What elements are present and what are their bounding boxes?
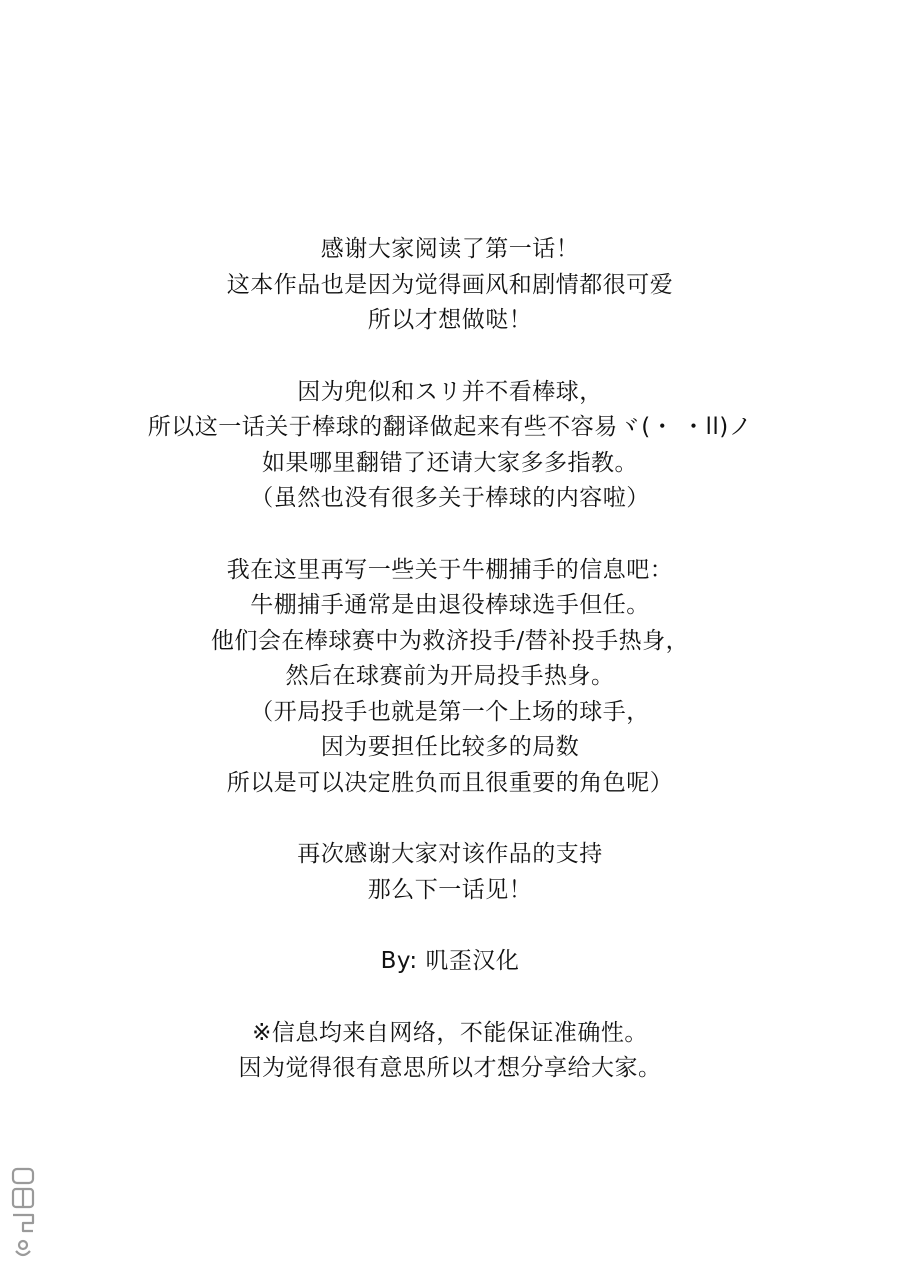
thanks-block — [0, 232, 900, 339]
text-line: 那么下一话见！ — [367, 876, 533, 903]
text-line: 因为兜似和スリ并不看棒球， — [297, 378, 603, 405]
text-line: 他们会在棒球赛中为救济投手/替补投手热身， — [210, 627, 690, 654]
text-line: 这本作品也是因为觉得画风和剧情都很可爱 — [226, 271, 674, 298]
text-line: 因为要担任比较多的局数 — [320, 734, 580, 760]
text-line: （开局投手也就是第一个上场的球手， — [250, 698, 650, 725]
text-line: 因为觉得很有意思所以才想分享给大家。 — [238, 1055, 662, 1081]
bullpen-catcher-block — [0, 553, 900, 802]
disclaimer-block — [0, 1016, 900, 1087]
paragraph-gap — [0, 517, 900, 553]
afterword-text — [0, 232, 900, 1087]
text-line: 感谢大家阅读了第一话！ — [320, 236, 580, 262]
text-line: 再次感谢大家对该作品的支持 — [297, 841, 603, 867]
credit-block — [0, 944, 900, 980]
paragraph-gap — [0, 801, 900, 837]
text-line: 所以这一话关于棒球的翻译做起来有些不容易ヾ(・ ・ll)ノ — [147, 414, 753, 440]
text-line: 牛棚捕手通常是由退役棒球选手但任。 — [250, 592, 650, 618]
text-line: 所以是可以决定胜负而且很重要的角色呢） — [226, 769, 674, 796]
credit-line: By: 叽歪汉化 — [380, 948, 520, 974]
site-logo-icon — [10, 1163, 36, 1263]
paragraph-gap — [0, 339, 900, 375]
text-line: 我在这里再写一些关于牛棚捕手的信息吧： — [226, 556, 674, 583]
baseball-note-block — [0, 375, 900, 517]
text-line: 所以才想做哒！ — [367, 307, 533, 333]
text-line: （虽然也没有很多关于棒球的内容啦） — [250, 485, 650, 511]
closing-block — [0, 837, 900, 908]
text-line: 然后在球赛前为开局投手热身。 — [285, 663, 615, 689]
paragraph-gap — [0, 908, 900, 944]
paragraph-gap — [0, 980, 900, 1016]
text-line: 如果哪里翻错了还请大家多多指教。 — [262, 449, 638, 476]
site-logo-graphic — [10, 1163, 36, 1263]
text-line: ※信息均来自网络，不能保证准确性。 — [252, 1019, 648, 1046]
